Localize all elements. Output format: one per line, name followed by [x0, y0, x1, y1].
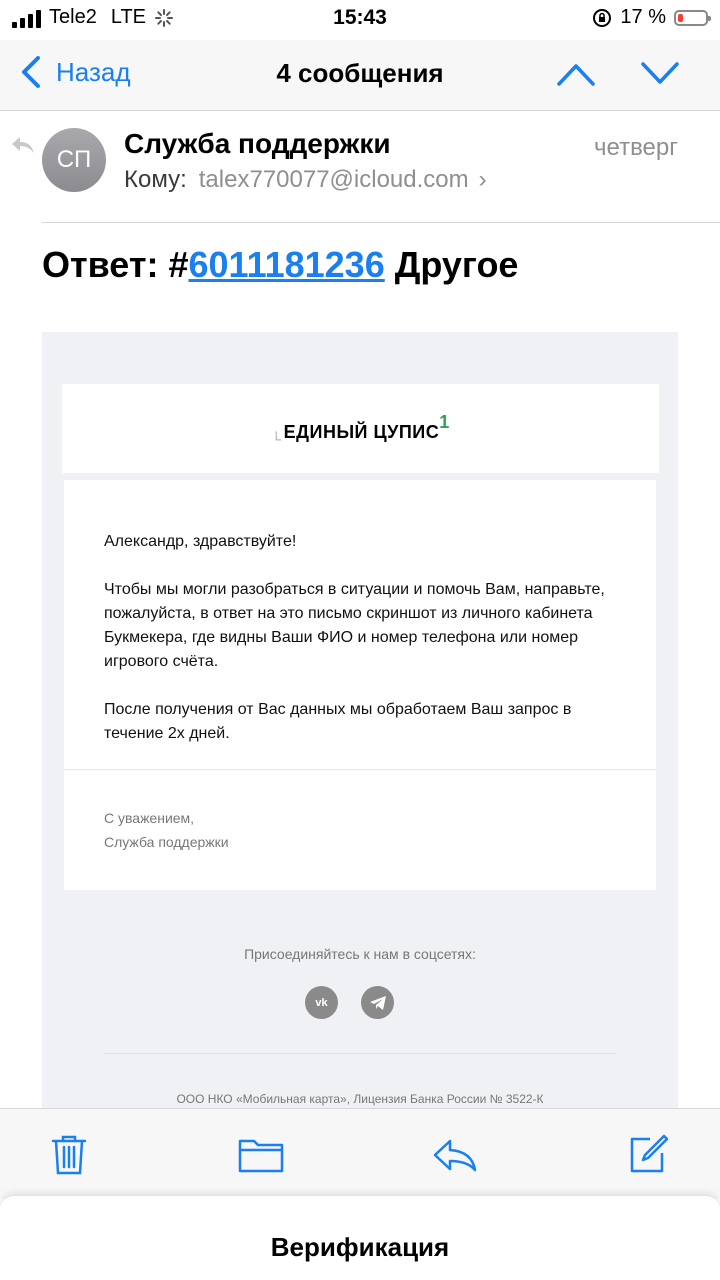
message-card	[64, 480, 656, 890]
back-label: Назад	[56, 56, 131, 87]
chevron-down-icon	[640, 56, 680, 92]
avatar	[42, 128, 106, 192]
signature-line-1: С уважением,	[104, 810, 195, 826]
logo	[62, 412, 659, 447]
message-text	[104, 530, 614, 770]
greeting: Александр, здравствуйте!	[104, 533, 297, 550]
next-message-button[interactable]	[640, 56, 680, 97]
to-label: Кому:	[124, 166, 187, 193]
replied-indicator-icon	[10, 134, 36, 156]
recipient-address[interactable]: talex770077@icloud.com	[198, 166, 469, 193]
signature-divider	[64, 769, 656, 770]
previous-message-button[interactable]	[556, 56, 596, 97]
logo-card	[62, 384, 659, 473]
recipient-row[interactable]	[124, 166, 487, 194]
paragraph-processing: После получения от Вас данных мы обработаем Ваш запрос в течение 2х дней.	[104, 701, 572, 742]
social-label: Присоединяйтесь к нам в соцсетях:	[244, 946, 476, 962]
logo-corner-icon: └	[271, 431, 282, 447]
footer-divider	[104, 1053, 616, 1054]
telegram-icon[interactable]	[361, 986, 394, 1019]
chevron-up-icon	[556, 56, 596, 92]
page-title: 4 сообщения	[276, 58, 444, 88]
carrier-label: Tele2	[49, 6, 97, 28]
chevron-right-icon: ›	[478, 166, 487, 193]
signature-line-2: Служба поддержки	[104, 834, 229, 850]
verification-sheet[interactable]	[0, 1196, 720, 1280]
avatar-initials: СП	[56, 146, 92, 173]
orientation-lock-icon	[592, 8, 612, 28]
message-date: четверг	[594, 134, 678, 161]
bottom-toolbar	[0, 1108, 720, 1199]
vk-icon[interactable]: vk	[305, 986, 338, 1019]
sheet-title: Верификация	[270, 1232, 450, 1262]
message-subject	[42, 244, 518, 286]
subject-suffix: Другое	[384, 244, 519, 285]
compose-icon[interactable]	[628, 1133, 668, 1180]
battery-icon	[674, 10, 708, 26]
nav-divider	[0, 110, 720, 111]
logo-text: ЕДИНЫЙ ЦУПИС	[283, 422, 440, 442]
folder-icon[interactable]	[238, 1137, 284, 1178]
logo-superscript: 1	[439, 412, 450, 432]
sender-name[interactable]: Служба поддержки	[124, 128, 391, 159]
legal-footer: ООО НКО «Мобильная карта», Лицензия Банка России № 3522-К	[176, 1092, 544, 1106]
reply-icon[interactable]	[432, 1137, 478, 1178]
clock: 15:43	[333, 6, 387, 29]
subject-prefix: Ответ: #	[42, 244, 189, 285]
battery-percent: 17 %	[620, 6, 666, 28]
signature	[104, 806, 229, 854]
ticket-link[interactable]: 6011181236	[188, 244, 385, 285]
status-bar	[0, 0, 720, 40]
trash-icon[interactable]	[50, 1133, 88, 1180]
nav-bar	[0, 40, 720, 110]
paragraph-request: Чтобы мы могли разобраться в ситуации и помочь Вам, направьте, пожалуйста, в ответ на это письмо скриншот из личного кабинета Букмекера, где видны Ваши ФИО и номер телефона или номер игрового счёта.	[104, 581, 605, 670]
header-divider	[42, 222, 720, 223]
network-label: LTE	[110, 6, 147, 28]
